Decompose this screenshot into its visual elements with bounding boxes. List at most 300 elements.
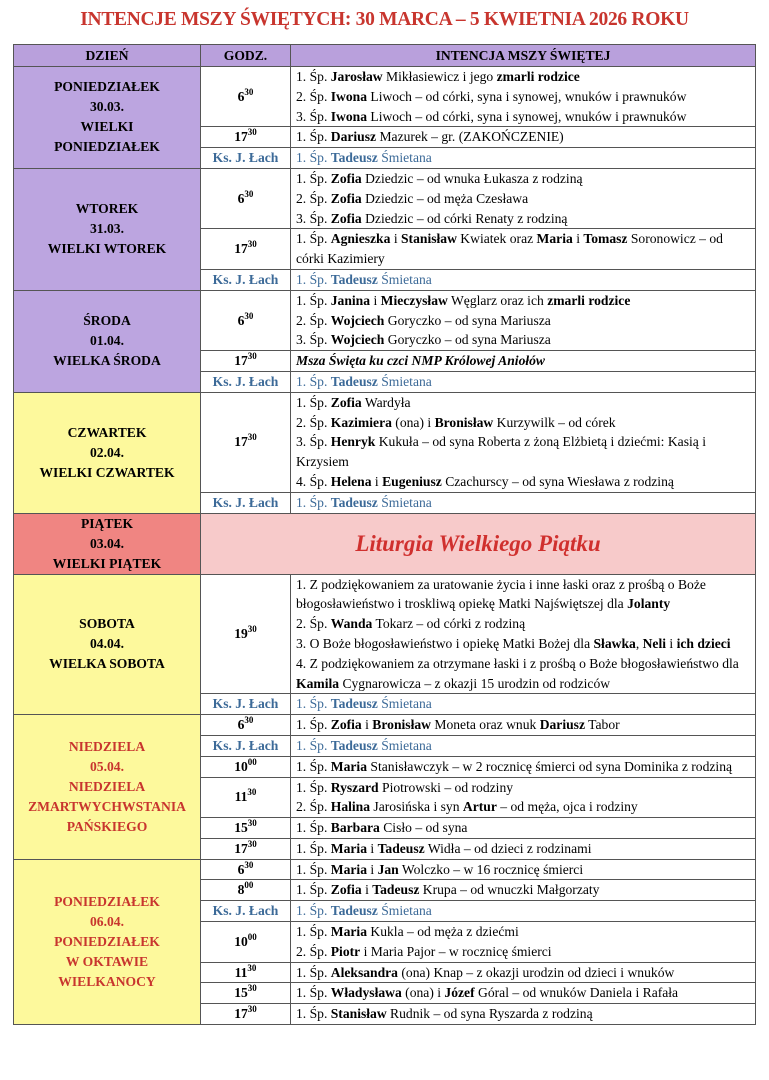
mass-time-minutes: 00 bbox=[247, 756, 257, 767]
mass-time bbox=[201, 392, 291, 492]
intention-text: Krupa – od wnuczki Małgorzaty bbox=[419, 882, 600, 898]
mass-time-minutes: 30 bbox=[247, 624, 257, 635]
intention-name-bold: Ryszard bbox=[330, 779, 379, 795]
intention-item bbox=[296, 432, 750, 472]
intention-cell bbox=[291, 492, 756, 513]
intention-name-bold: Maria bbox=[330, 861, 367, 877]
mass-time-hour: 11 bbox=[234, 964, 248, 980]
mass-time-hour: 8 bbox=[237, 882, 245, 898]
intention-text: 1. Śp. bbox=[296, 758, 331, 774]
mass-time-hour: 15 bbox=[234, 985, 248, 1001]
intention-text: 3. Śp. bbox=[296, 108, 331, 124]
intention-text: 1. Śp. bbox=[296, 394, 331, 410]
intention-name-bold: Artur bbox=[462, 799, 497, 815]
intention-text: 1. Śp. bbox=[296, 985, 331, 1001]
mass-time-hour: 17 bbox=[234, 129, 248, 145]
intention-text: 1. Śp. bbox=[296, 292, 331, 308]
day-label-line: WIELKI WTOREK bbox=[47, 241, 167, 257]
intention-text: Kukla – od męża z dziećmi bbox=[367, 924, 519, 940]
mass-time bbox=[201, 1004, 291, 1025]
intention-item bbox=[296, 901, 750, 921]
intention-text: 1. Śp. bbox=[296, 373, 331, 389]
intention-text: i bbox=[367, 840, 378, 856]
intention-item bbox=[296, 575, 750, 615]
intention-cell bbox=[291, 962, 756, 983]
intention-name-bold: Tadeusz bbox=[330, 150, 378, 166]
intention-text: (ona) Knap – z okazji urodzin od dzieci i wnuków bbox=[397, 964, 675, 980]
day-label-line: 05.04. bbox=[90, 758, 124, 774]
intention-name-bold: Dariusz bbox=[330, 129, 377, 145]
intention-text: Dziedzic – od wnuka Łukasza z rodziną bbox=[361, 170, 583, 186]
day-label-line: PONIEDZIAŁEK bbox=[54, 933, 160, 949]
mass-time bbox=[201, 922, 291, 963]
intention-name-bold: Halina bbox=[330, 799, 371, 815]
intention-name-bold: Tadeusz bbox=[330, 373, 378, 389]
intention-name-bold: Tadeusz bbox=[330, 737, 378, 753]
day-label-line: PONIEDZIAŁEK bbox=[54, 79, 160, 95]
intention-text: Soronowicz – od córki Kazimiery bbox=[296, 231, 723, 267]
day-cell bbox=[14, 715, 201, 860]
mass-time-minutes: 30 bbox=[247, 787, 257, 798]
intention-cell bbox=[291, 351, 756, 372]
intention-item bbox=[296, 818, 750, 838]
intention-cell bbox=[291, 127, 756, 148]
intention-text: Śmietana bbox=[377, 271, 432, 287]
intention-name-bold: Stanisław bbox=[401, 231, 457, 247]
mass-time bbox=[201, 962, 291, 983]
mass-intentions-table bbox=[13, 44, 756, 1025]
day-label-line: PIĄTEK bbox=[80, 515, 134, 531]
intention-cell bbox=[291, 901, 756, 922]
intention-name-bold: Barbara bbox=[330, 820, 380, 836]
intention-text: 3. Śp. bbox=[296, 210, 331, 226]
intention-cell bbox=[291, 694, 756, 715]
intention-item bbox=[296, 778, 750, 798]
intention-text: – od męża, ojca i rodziny bbox=[496, 799, 638, 815]
table-row bbox=[14, 392, 756, 492]
intention-text: 2. Śp. bbox=[296, 88, 331, 104]
intention-cell bbox=[291, 735, 756, 756]
intention-name-bold: Tadeusz bbox=[330, 271, 378, 287]
intention-name-bold: Eugeniusz bbox=[382, 473, 442, 489]
day-label-line: 01.04. bbox=[90, 333, 124, 349]
day-label-line: WIELKI PIĄTEK bbox=[52, 555, 162, 571]
table-row bbox=[14, 513, 756, 574]
intention-cell bbox=[291, 756, 756, 777]
intention-text: 1. Śp. bbox=[296, 696, 331, 712]
intention-name-bold: Sławka bbox=[593, 635, 636, 651]
intention-name-bold: Maria bbox=[536, 231, 573, 247]
intention-cell bbox=[291, 838, 756, 859]
intention-item bbox=[296, 169, 750, 189]
mass-time-minutes: 30 bbox=[244, 310, 254, 321]
intention-name-bold: Tadeusz bbox=[330, 903, 378, 919]
day-cell bbox=[14, 168, 201, 290]
intention-item bbox=[296, 189, 750, 209]
day-label-line: 03.04. bbox=[90, 535, 124, 551]
intention-text: Czachurscy – od syna Wiesława z rodziną bbox=[441, 473, 674, 489]
intention-cell bbox=[291, 269, 756, 290]
table-row bbox=[14, 290, 756, 350]
intention-text: 1. Śp. bbox=[296, 903, 331, 919]
priest-name: Ks. J. Łach bbox=[201, 492, 291, 513]
intention-text: 1. Śp. bbox=[296, 129, 331, 145]
intention-item bbox=[296, 87, 750, 107]
intention-text: i bbox=[370, 292, 381, 308]
priest-name: Ks. J. Łach bbox=[201, 269, 291, 290]
mass-time-hour: 6 bbox=[237, 88, 245, 104]
intention-cell bbox=[291, 229, 756, 270]
mass-time bbox=[201, 818, 291, 839]
intention-item bbox=[296, 839, 750, 859]
intention-text: 1. Śp. bbox=[296, 882, 331, 898]
intention-text: Tokarz – od córki z rodziną bbox=[372, 616, 526, 632]
day-label-line: NIEDZIELA bbox=[68, 778, 146, 794]
mass-time-hour: 10 bbox=[234, 933, 248, 949]
intention-text: Śmietana bbox=[377, 737, 432, 753]
intention-item bbox=[296, 107, 750, 127]
intention-item bbox=[296, 67, 750, 87]
mass-time bbox=[201, 880, 291, 901]
mass-time bbox=[201, 859, 291, 880]
intention-cell bbox=[291, 67, 756, 127]
intention-name-bold: Józef bbox=[444, 985, 475, 1001]
day-cell bbox=[14, 67, 201, 169]
intention-text: Mazurek – gr. (ZAKOŃCZENIE) bbox=[376, 129, 564, 145]
intention-text: Liwoch – od córki, syna i synowej, wnuków i prawnuków bbox=[367, 108, 687, 124]
table-row bbox=[14, 67, 756, 127]
intention-name-bold: ich dzieci bbox=[676, 635, 731, 651]
intention-item bbox=[296, 209, 750, 229]
intention-cell bbox=[291, 392, 756, 492]
mass-time-minutes: 30 bbox=[247, 351, 257, 362]
intention-text: 2. Śp. bbox=[296, 312, 331, 328]
table-header-row bbox=[14, 45, 756, 67]
intention-name-bold: Maria bbox=[330, 758, 367, 774]
intention-text: Cygnarowicza – z okazji 15 urodzin od rodziców bbox=[339, 675, 611, 691]
mass-time bbox=[201, 127, 291, 148]
intention-text: Śmietana bbox=[377, 373, 432, 389]
table-row bbox=[14, 859, 756, 880]
mass-time bbox=[201, 777, 291, 818]
intention-text: 2. Śp. bbox=[296, 799, 331, 815]
day-label-line: WIELKI bbox=[80, 119, 134, 135]
intention-cell bbox=[291, 168, 756, 228]
intention-item bbox=[296, 413, 750, 433]
day-cell bbox=[14, 392, 201, 513]
priest-name: Ks. J. Łach bbox=[201, 901, 291, 922]
mass-time-minutes: 30 bbox=[244, 715, 254, 726]
intention-cell bbox=[291, 859, 756, 880]
intention-text: Goryczko – od syna Mariusza bbox=[384, 312, 551, 328]
intention-text: Śmietana bbox=[377, 903, 432, 919]
intention-cell bbox=[291, 715, 756, 736]
table-body bbox=[14, 67, 756, 1025]
intention-name-bold: Zofia bbox=[330, 170, 362, 186]
mass-time-hour: 6 bbox=[237, 190, 245, 206]
priest-name: Ks. J. Łach bbox=[201, 371, 291, 392]
day-label-line: WIELKA ŚRODA bbox=[53, 353, 161, 369]
mass-time bbox=[201, 983, 291, 1004]
intention-text: 2. Śp. bbox=[296, 414, 331, 430]
intention-text: Kwiatek oraz bbox=[456, 231, 537, 247]
intention-name-bold: Dariusz bbox=[539, 717, 585, 733]
intention-text: 1. Śp. bbox=[296, 820, 331, 836]
intention-text: 1. Śp. bbox=[296, 779, 331, 795]
intention-name-bold: Piotr bbox=[330, 943, 361, 959]
intention-name-bold: Iwona bbox=[330, 88, 368, 104]
mass-time-minutes: 30 bbox=[247, 962, 257, 973]
mass-time-hour: 15 bbox=[234, 820, 248, 836]
intention-name-bold: Wojciech bbox=[330, 332, 385, 348]
mass-time-minutes: 30 bbox=[244, 859, 254, 870]
intention-text: i bbox=[572, 231, 584, 247]
intention-text: Wardyła bbox=[361, 394, 411, 410]
intention-cell bbox=[291, 922, 756, 963]
intention-text: 3. Śp. bbox=[296, 434, 331, 450]
day-cell bbox=[14, 513, 201, 574]
intention-name-bold: Bronisław bbox=[372, 717, 431, 733]
intention-item bbox=[296, 393, 750, 413]
intention-text: 1. Śp. bbox=[296, 861, 331, 877]
intention-text: 4. Śp. bbox=[296, 473, 331, 489]
intention-name-bold: Wojciech bbox=[330, 312, 385, 328]
mass-time-hour: 17 bbox=[234, 353, 248, 369]
intention-text: 1. Śp. bbox=[296, 964, 331, 980]
mass-time-hour: 19 bbox=[234, 626, 248, 642]
intention-text: i bbox=[361, 882, 373, 898]
intention-text: i bbox=[666, 635, 677, 651]
intention-text: 1. Śp. bbox=[296, 840, 331, 856]
intention-text: 1. Śp. bbox=[296, 271, 331, 287]
intention-text: 3. Śp. bbox=[296, 332, 331, 348]
intention-name-bold: Iwona bbox=[330, 108, 368, 124]
intention-name-bold: Wanda bbox=[330, 616, 373, 632]
intention-name-bold: Kazimiera bbox=[330, 414, 392, 430]
intention-text: Kukuła – od syna Roberta z żoną Elżbietą i dziećmi: Kasią i Krzysiem bbox=[296, 434, 706, 470]
intention-text: 2. Śp. bbox=[296, 616, 331, 632]
intention-text: Rudnik – od syna Ryszarda z rodziną bbox=[386, 1006, 593, 1022]
intention-item bbox=[296, 736, 750, 756]
day-label-line: 06.04. bbox=[90, 913, 124, 929]
intention-name-bold: Zofia bbox=[330, 717, 362, 733]
intention-name-bold: Stanisław bbox=[330, 1006, 387, 1022]
day-label-line: 02.04. bbox=[90, 444, 124, 460]
intention-text: Tabor bbox=[585, 717, 620, 733]
day-label-line: PAŃSKIEGO bbox=[66, 818, 148, 834]
intention-item bbox=[296, 270, 750, 290]
intention-text: Goryczko – od syna Mariusza bbox=[384, 332, 551, 348]
mass-time bbox=[201, 838, 291, 859]
intention-name-bold: Tadeusz bbox=[372, 882, 420, 898]
intention-text: Śmietana bbox=[377, 696, 432, 712]
intention-name-bold: Tadeusz bbox=[330, 696, 378, 712]
intention-cell bbox=[291, 983, 756, 1004]
intention-item bbox=[296, 922, 750, 942]
priest-name: Ks. J. Łach bbox=[201, 735, 291, 756]
intention-name-bold: Zofia bbox=[330, 882, 362, 898]
intention-name-bold: Maria bbox=[330, 840, 367, 856]
day-cell bbox=[14, 574, 201, 715]
day-label-line: NIEDZIELA bbox=[68, 738, 146, 754]
intention-name-bold: Janina bbox=[330, 292, 371, 308]
intention-item bbox=[296, 127, 750, 147]
intention-name-bold: Jan bbox=[377, 861, 399, 877]
day-label-line: WIELKI CZWARTEK bbox=[39, 464, 175, 480]
intention-name-bold: Tadeusz bbox=[330, 494, 378, 510]
intention-text: 1. Śp. bbox=[296, 150, 331, 166]
special-intention: Msza Święta ku czci NMP Królowej Aniołów bbox=[296, 353, 546, 369]
intention-name-bold: Zofia bbox=[330, 190, 362, 206]
intention-name-bold: Tadeusz bbox=[377, 840, 425, 856]
intention-text: Śmietana bbox=[377, 494, 432, 510]
mass-time bbox=[201, 574, 291, 694]
intention-item bbox=[296, 654, 750, 694]
intention-text: 1. Śp. bbox=[296, 1006, 331, 1022]
intention-item bbox=[296, 229, 750, 269]
day-label-line: SOBOTA bbox=[79, 616, 135, 632]
intention-name-bold: Helena bbox=[330, 473, 372, 489]
intention-text: 1. Śp. bbox=[296, 494, 331, 510]
day-label-line: W OKTAWIE bbox=[65, 953, 149, 969]
mass-time bbox=[201, 351, 291, 372]
day-label-line: WIELKA SOBOTA bbox=[49, 656, 165, 672]
mass-time-hour: 17 bbox=[234, 241, 248, 257]
mass-time bbox=[201, 67, 291, 127]
intention-name-bold: Jarosław bbox=[330, 69, 383, 84]
intention-name-bold: Tomasz bbox=[583, 231, 628, 247]
intention-text: Widła – od dzieci z rodzinami bbox=[424, 840, 592, 856]
mass-time-minutes: 00 bbox=[247, 931, 257, 942]
intention-item bbox=[296, 330, 750, 350]
intention-text: i Maria Pajor – w rocznicę śmierci bbox=[360, 943, 552, 959]
intention-name-bold: zmarli rodzice bbox=[496, 69, 580, 84]
intention-text: i bbox=[367, 861, 378, 877]
mass-time-hour: 11 bbox=[234, 789, 248, 805]
intention-text: i bbox=[390, 231, 401, 247]
day-cell bbox=[14, 859, 201, 1024]
intention-text: 4. Z podziękowaniem za otrzymane łaski i z prośbą o Boże błogosławieństwo dla bbox=[296, 655, 739, 671]
intention-text: Góral – od wnuków Daniela i Rafała bbox=[474, 985, 679, 1001]
intention-item bbox=[296, 880, 750, 900]
intention-name-bold: Agnieszka bbox=[330, 231, 391, 247]
mass-time-hour: 17 bbox=[234, 1006, 248, 1022]
day-label-line: PONIEDZIAŁEK bbox=[54, 139, 160, 155]
intention-cell bbox=[291, 1004, 756, 1025]
intention-name-bold: Bronisław bbox=[434, 414, 494, 430]
mass-time-minutes: 00 bbox=[244, 880, 254, 891]
intention-cell bbox=[291, 777, 756, 818]
intention-item bbox=[296, 634, 750, 654]
liturgy-cell: Liturgia Wielkiego Piątku bbox=[201, 513, 756, 574]
intention-cell bbox=[291, 818, 756, 839]
intention-text: Stanisławczyk – w 2 rocznicę śmierci od syna Dominika z rodziną bbox=[367, 758, 733, 774]
intention-text: (ona) i bbox=[391, 414, 435, 430]
intention-text: Wolczko – w 16 rocznicę śmierci bbox=[398, 861, 584, 877]
day-label-line: PONIEDZIAŁEK bbox=[54, 893, 160, 909]
intention-text: i bbox=[371, 473, 383, 489]
intention-name-bold: Zofia bbox=[330, 394, 362, 410]
intention-text: 1. Z podziękowaniem za uratowanie życia i inne łaski oraz z prośbą o Boże błogosławieństwo i troskliwą opiekę Matki Najświętszej dla bbox=[296, 576, 706, 612]
intention-text: Moneta oraz wnuk bbox=[430, 717, 540, 733]
intention-text: Dziedzic – od męża Czesława bbox=[361, 190, 529, 206]
header-time: GODZ. bbox=[201, 45, 291, 67]
day-cell bbox=[14, 290, 201, 392]
mass-time bbox=[201, 290, 291, 350]
intention-text: 1. Śp. bbox=[296, 737, 331, 753]
mass-time-minutes: 30 bbox=[247, 1004, 257, 1015]
header-day: DZIEŃ bbox=[14, 45, 201, 67]
intention-text: 1. Śp. bbox=[296, 69, 331, 84]
mass-time-minutes: 30 bbox=[244, 188, 254, 199]
mass-time-minutes: 30 bbox=[247, 983, 257, 994]
mass-time-minutes: 30 bbox=[247, 239, 257, 250]
intention-text: Kurzywilk – od córek bbox=[493, 414, 616, 430]
intention-text: 1. Śp. bbox=[296, 170, 331, 186]
intention-text: 2. Śp. bbox=[296, 190, 331, 206]
intention-item bbox=[296, 372, 750, 392]
intention-text: 2. Śp. bbox=[296, 943, 331, 959]
intention-text: Mikłasiewicz i jego bbox=[382, 69, 497, 84]
intention-item bbox=[296, 493, 750, 513]
mass-time bbox=[201, 168, 291, 228]
intention-name-bold: Maria bbox=[330, 924, 367, 940]
document-title: INTENCJE MSZY ŚWIĘTYCH: 30 MARCA – 5 KWIETNIA 2026 ROKU bbox=[80, 9, 689, 30]
intention-name-bold: zmarli rodzice bbox=[547, 292, 631, 308]
day-label-line: 31.03. bbox=[90, 221, 124, 237]
mass-time-minutes: 30 bbox=[247, 127, 257, 138]
mass-time-hour: 6 bbox=[237, 312, 245, 328]
intention-item bbox=[296, 860, 750, 880]
mass-time-hour: 17 bbox=[234, 840, 248, 856]
intention-item bbox=[296, 1004, 750, 1024]
mass-time-hour: 17 bbox=[234, 434, 248, 450]
intention-item bbox=[296, 148, 750, 168]
intention-name-bold: Henryk bbox=[330, 434, 376, 450]
intention-cell bbox=[291, 574, 756, 694]
mass-time bbox=[201, 229, 291, 270]
intention-item bbox=[296, 694, 750, 714]
intention-item bbox=[296, 983, 750, 1003]
mass-time-hour: 6 bbox=[237, 717, 245, 733]
day-label-line: 04.04. bbox=[90, 636, 124, 652]
mass-time-minutes: 30 bbox=[247, 818, 257, 829]
intention-name-bold: Zofia bbox=[330, 210, 362, 226]
intention-item bbox=[296, 311, 750, 331]
priest-name: Ks. J. Łach bbox=[201, 148, 291, 169]
intention-text: Piotrowski – od rodziny bbox=[378, 779, 514, 795]
intention-cell bbox=[291, 148, 756, 169]
intention-name-bold: Aleksandra bbox=[330, 964, 398, 980]
priest-name: Ks. J. Łach bbox=[201, 694, 291, 715]
intention-item bbox=[296, 715, 750, 735]
day-label-line: ZMARTWYCHWSTANIA bbox=[28, 798, 186, 814]
intention-cell bbox=[291, 290, 756, 350]
intention-cell bbox=[291, 880, 756, 901]
mass-time-minutes: 30 bbox=[247, 838, 257, 849]
intention-item bbox=[296, 797, 750, 817]
intention-text: 1. Śp. bbox=[296, 924, 331, 940]
intention-text: (ona) i bbox=[401, 985, 445, 1001]
table-row bbox=[14, 715, 756, 736]
intention-name-bold: Jolanty bbox=[627, 596, 671, 612]
intention-name-bold: Neli bbox=[642, 635, 667, 651]
intention-item bbox=[296, 757, 750, 777]
intention-name-bold: Kamila bbox=[296, 675, 340, 691]
intention-item bbox=[296, 291, 750, 311]
table-row bbox=[14, 168, 756, 228]
intention-name-bold: Mieczysław bbox=[380, 292, 448, 308]
